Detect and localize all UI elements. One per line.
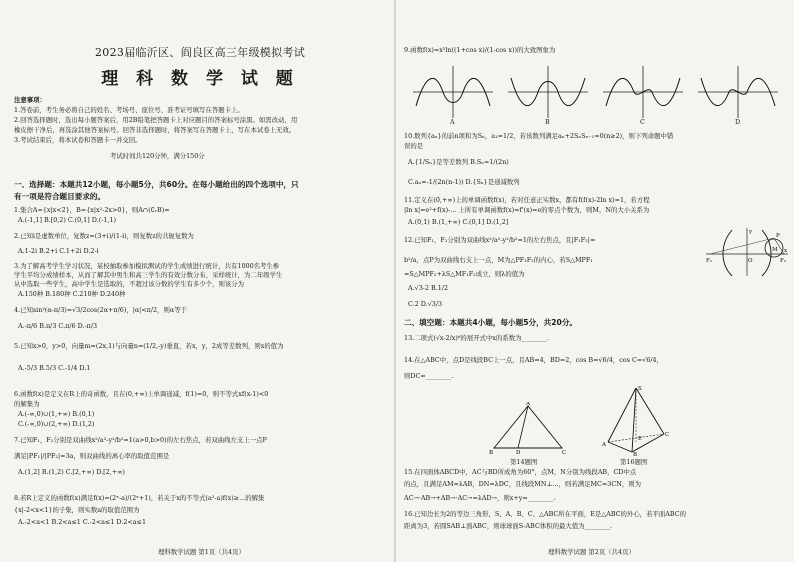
- question-line: 12.已知F₁，F₂分别为双曲线x²/a²-y²/b²=1的左右焦点，且|F₁F₂|=: [404, 236, 596, 244]
- question-line: 2.已知i是虚数单位，复数z=(3+i)/(1-i)，则复数z的共轭复数为: [14, 232, 194, 240]
- question-line: 9.函数f(x)=x²ln((1+cos x)/(1-cos x))的大致图象为: [404, 46, 556, 54]
- section1-heading: 一、选择题：本题共12小题，每小题5分，共60分。在每小题给出的四个选项中，只: [14, 180, 299, 189]
- note-item: 2.回答选择题时，选出每小题答案后，用2B铅笔把答题卡上对应题目的答案标号涂黑。如需改动，用: [14, 116, 298, 124]
- q14-label-d: D: [516, 450, 521, 456]
- q16-label-c: C: [665, 432, 670, 438]
- option-line: A.-5/3 B.5/3 C.-1/4 D.1: [18, 364, 91, 372]
- q12-label-m: M: [772, 247, 778, 253]
- option-line: C.(-∞,0)∪(2,+∞) D.(1,2): [18, 420, 95, 428]
- q12-label-y: y: [749, 229, 753, 235]
- question-line: 满足|PF₁|/|PF₂|=3a，则双曲线的离心率的取值范围是: [14, 452, 170, 460]
- option-line: A.1-2i B.2+i C.1+2i D.2-i: [18, 247, 99, 255]
- option-line: A.{1/Sₙ}是等差数列 B.Sₙ=1/(2n): [408, 158, 509, 166]
- question-line: 6.函数f(x)是定义在R上的奇函数，且在(0,+∞)上单调递减，f(1)=0，则不等式xf(x-1)<0: [14, 390, 269, 398]
- section1-heading-2: 有一项是符合题目要求的。: [14, 192, 106, 201]
- option-line: C.aₙ=-1/(2n(n-1)) D.{Sₙ}是递减数列: [408, 178, 520, 186]
- right-page: [398, 0, 794, 562]
- q16-label-s: S: [638, 386, 642, 392]
- question-line: 11.定义在(0,+∞)上的单调函数f(x)，若对任意正实数x，都有f(f(x)-2ln x)=1，若方程: [404, 196, 650, 204]
- q14-label-c: C: [562, 450, 567, 456]
- question-line: 1.集合A={x|x<2}，B={x|x²-2x>0}，则A∩(∁ᵣB)=: [14, 206, 170, 214]
- q16-label-b: B: [633, 452, 638, 456]
- q9-label-b: B: [545, 118, 550, 126]
- q12-label-x: x: [784, 248, 788, 254]
- q14-label-b: B: [489, 450, 494, 456]
- q14-caption: 第14题图: [510, 458, 538, 466]
- q9-graph-c: [603, 66, 683, 118]
- section2-heading: 二、填空题：本题共4小题，每小题5分，共20分。: [404, 318, 578, 327]
- question-line: 13.二项式(√x-2/x)⁶的展开式中x的系数为________.: [404, 334, 550, 342]
- q14-triangle-figure: [488, 402, 568, 456]
- page-fold: [394, 0, 396, 562]
- option-line: A.(1,2] B.(1,2) C.[2,+∞) D.[2,+∞): [18, 468, 125, 476]
- q16-label-a: A: [602, 442, 606, 448]
- q9-graph-a: [413, 66, 493, 118]
- question-line: 4.已知sin²(α-π/3)=√3/2cos(2α+π/6)，|α|<π/2，则α等于: [14, 306, 187, 314]
- q9-graph-b: [508, 66, 588, 118]
- question-line: 5.已知x>0，y>0，向量m=(2x,1)与向量n=(1/2,-y)垂直，若x，y，2成等差数列，则x的值为: [14, 342, 284, 350]
- q9-label-c: C: [640, 118, 645, 126]
- q16-label-e: E: [638, 436, 643, 442]
- right-footer: 理科数学试题 第2页（共4页）: [548, 548, 635, 556]
- q12-label-o: O: [748, 258, 753, 264]
- question-line: =S△MPF₂+λS△MF₁F₂成立，则λ的值为: [404, 270, 525, 278]
- left-page: [0, 0, 390, 562]
- question-line: 的点，且满足AM=λAB，DN=λDC，且线段MN⊥...，则若满足MC=3CN，则为: [404, 480, 642, 488]
- question-line: 则DC=________.: [404, 372, 454, 380]
- question-line: |ln x|=e²+f(x)-... 上所有单调函数f(x)=f'(x)=e的零点个数为，则M，N的大小关系为: [404, 206, 650, 214]
- exam-time: 考试时间共120分钟，满分150分: [110, 152, 205, 160]
- option-line: C.2 D.√3/3: [408, 300, 443, 308]
- question-line: 8.若R上定义的函数f(x)满足f(x)=(2ˣ-a)/(2ˣ+1)，若关于x的不等式(a²-a)f(x)≥...的解集: [14, 494, 265, 502]
- q12-hyperbola-figure: [704, 226, 790, 278]
- q12-label-p: P: [776, 233, 780, 239]
- question-line: 误的是: [404, 142, 424, 150]
- option-line: A.150种 B.180种 C.210种 D.240种: [18, 290, 126, 298]
- q16-caption: 第16题图: [620, 458, 648, 466]
- question-line: {x|-2<x<1}的子集，则实数a的取值范围为: [14, 506, 140, 514]
- option-line: A.-π/6 B.π/3 C.π/6 D.-π/3: [18, 322, 98, 330]
- option-line: A.(-1,1] B.[0,2) C.(0,1] D.(-1,1): [18, 216, 117, 224]
- question-line: b²/a，点P为双曲线右支上一点，M为△PF₁F₂的内心，若S△MPF₁: [404, 256, 593, 264]
- left-footer: 理科数学试题 第1页（共4页）: [158, 548, 245, 556]
- question-line: 距离为3，若圆SAB⊥面ABC，则球球面S-ABC体积的最大值为________.: [404, 522, 613, 530]
- exam-subject: 理 科 数 学 试 题: [101, 69, 299, 89]
- question-line: 15.在四面体ABCD中，AC与BD所成角为60°，点M，N分别为线段AB，CD中点: [404, 468, 637, 476]
- option-line: A.(0,1) B.(1,+∞) C.(0,1] D.(1,2]: [408, 218, 509, 226]
- question-line: 的解集为: [14, 400, 40, 408]
- q12-label-f2: F₂: [780, 258, 787, 264]
- note-item: 1.答卷前，考生务必将自己的姓名、考场号、座位号、准考证号填写在答题卡上。: [14, 106, 244, 114]
- q16-tetrahedron-figure: [602, 384, 672, 456]
- option-line: A.√3-2 B.1/2: [408, 284, 449, 292]
- note-item: 橡皮擦干净后，再选涂其他答案标号。回答非选择题时，将答案写在答题卡上，写在本试卷上无效。: [14, 126, 296, 134]
- q9-graph-d: [698, 66, 778, 118]
- note-item: 3.考试结束后，将本试卷和答题卡一并交回。: [14, 136, 142, 144]
- q12-label-f1: F₁: [706, 258, 713, 264]
- q14-label-a: A: [526, 402, 530, 407]
- q9-label-a: A: [450, 118, 455, 126]
- q9-label-d: D: [735, 118, 741, 126]
- q9-graph-options: [408, 62, 788, 122]
- question-line: AC→·AB→+AB→·AC→=λAD→，则x+y=________.: [404, 494, 556, 502]
- exam-title: 2023届临沂区、阎良区高三年级模拟考试: [95, 46, 305, 59]
- question-line: 3.为了解高考学生学习状况，某校抽取参加模拟测试的学生成绩进行统计，共有1000名考生参: [14, 262, 280, 270]
- question-line: 14.在△ABC中，点D是线段BC上一点，且AB=4，BD=2，cos B=√6/4，cos C=√6/4，: [404, 356, 663, 364]
- option-line: A.-2<a<1 B.2<a≤1 C.-2<a≤1 D.2<a≤1: [18, 518, 147, 526]
- question-line: 从中选取一些学生，高中学生是选取的，不超过该分数的学生有多少个，则该分为: [14, 280, 245, 288]
- question-line: 7.已知F₁，F₂分别是双曲线x²/a²-y²/b²=1(a>0,b>0)的左右焦点，若双曲线左支上一点P: [14, 436, 267, 444]
- notes-heading: 注意事项：: [14, 96, 46, 104]
- option-line: A.(-∞,0)∪(1,+∞) B.(0,1): [18, 410, 95, 418]
- question-line: 16.已知边长为2的等边三角形，S、A、B、C、△ABC所在平面，E是△ABC的外心，若平面ABC的: [404, 510, 686, 518]
- question-line: 学生平均分成绩样本，从而了解其中男生和高三学生的有效分数分布，采样统计，为二年级学生: [14, 271, 283, 279]
- question-line: 10.数列{aₙ}的前n项和为Sₙ，a₁=1/2，若该数列满足aₙ+2SₙSₙ₋₁=0(n≥2)，则下列命题中错: [404, 132, 674, 140]
